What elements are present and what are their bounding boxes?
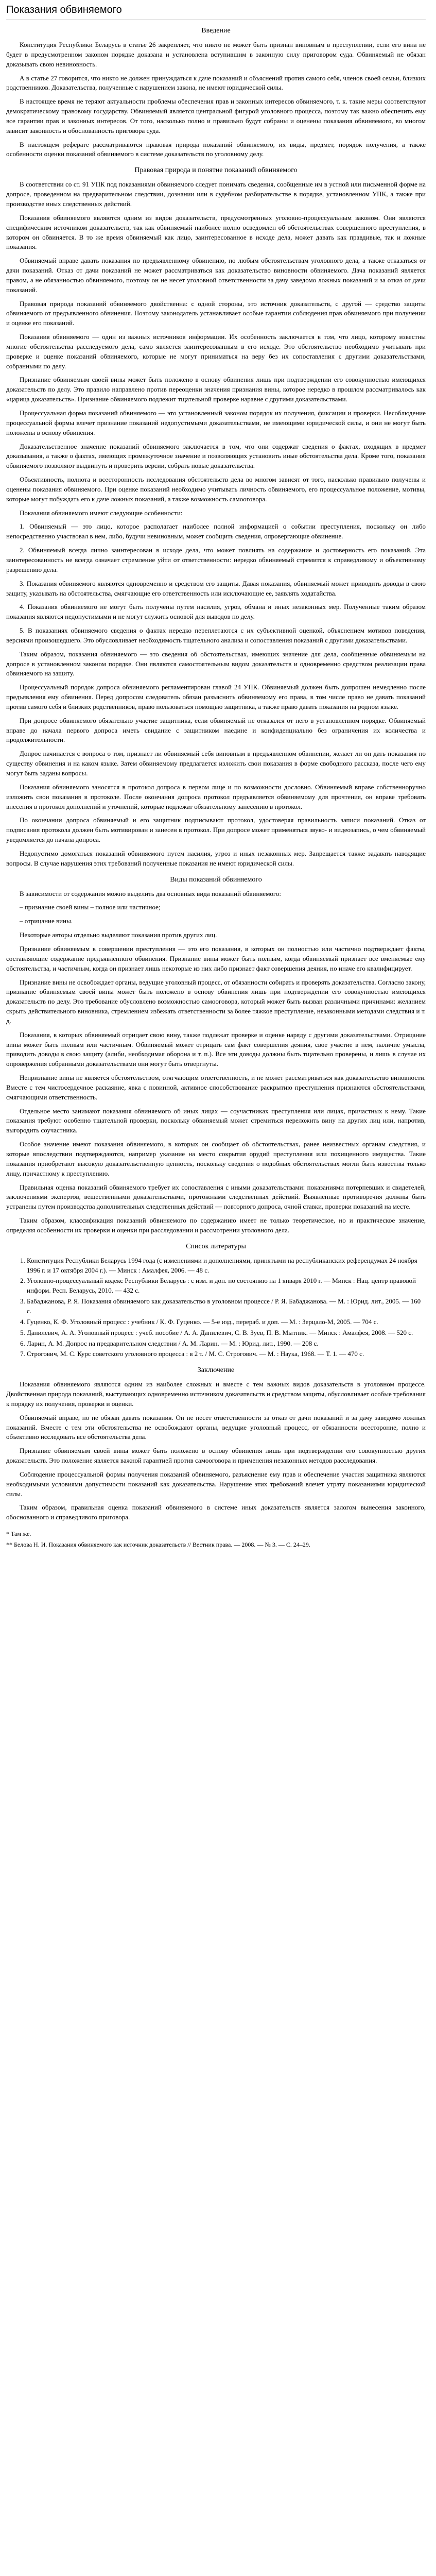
legal-nature-paragraph: Обвиняемый вправе давать показания по предъявленному обвинению, по любым обстоятельствам уголовного дела, а также отказаться от дачи показаний. Отказ от дачи показаний не может рассматриваться как доказательство виновности обвиняемого. Дача показаний является правом, а не обязанностью обвиняемого, поэтому он не несет уголовной ответственности за дачу заведомо ложных показаний и за отказ от дачи показаний.	[6, 257, 426, 294]
legal-nature-paragraph: Доказательственное значение показаний обвиняемого заключается в том, что они содержат сведения о фактах, входящих в предмет доказывания, а также о фактах, имеющих промежуточное значение и позволяющих установить иные обстоятельства дела. Кроме того, показания обвиняемого позволяют выдвинуть и проверить версии, собрать новые доказательства.	[6, 442, 426, 470]
legal-nature-paragraph: Процессуальная форма показаний обвиняемого — это установленный законом порядок их получения, фиксации и проверки. Несоблюдение процессуальной формы влечет признание показаний недопустимыми доказательствами, не имеющими юридической силы, и они не могут быть положены в основу обвинения.	[6, 409, 426, 436]
intro-heading: Введение	[201, 27, 231, 35]
reference-item: 6. Ларин, А. М. Допрос на предварительном следствии / А. М. Ларин. — М. : Юрид. лит., 1990. — 208 с.	[27, 1339, 426, 1349]
reference-item: 1. Конституция Республики Беларусь 1994 года (с изменениями и дополнениями, принятыми на республиканских референдумах 24 ноября 1996 г. и 17 октября 2004 г.). — Минск : Амалфея, 2006. — 48 с.	[27, 1256, 426, 1276]
intro-paragraph: В настоящее время не теряют актуальности проблемы обеспечения прав и законных интересов обвиняемого, т. к. такие меры соответствуют демократическому правовому государству. Обвиняемый является центральной фигурой уголовного процесса, поэтому так важно обеспечить ему все гарантии прав и законных интересов. От того, насколько полно и правильно будут собраны и оценены показания обвиняемого, во многом зависит законность и обоснованность приговора суда.	[6, 97, 426, 134]
conclusion-body	[6, 1380, 426, 1522]
conclusion-section	[6, 1366, 426, 1522]
footnote: ** Белова Н. И. Показания обвиняемого как источник доказательств // Вестник права. — 2008. — № 3. — С. 24–29.	[6, 1540, 310, 1548]
types-body	[6, 889, 426, 1235]
legal-nature-heading: Правовая природа и понятие показаний обвиняемого	[134, 166, 298, 175]
intro-paragraph: В настоящем реферате рассматриваются правовая природа показаний обвиняемого, их виды, предмет, порядок получения, а также особенности оценки показаний обвиняемого в системе доказательств по уголовному делу.	[6, 140, 426, 158]
legal-nature-paragraph: Правовая природа показаний обвиняемого двойственна: с одной стороны, это источник доказательств, с другой — средство защиты обвиняемого от предъявленного обвинения. Поэтому законодатель устанавливает особые гарантии соблюдения прав обвиняемого при получении и оценке его показаний.	[6, 299, 426, 327]
conclusion-paragraph: Признание обвиняемым своей вины может быть положено в основу обвинения лишь при подтверждении его совокупностью других доказательств. Это положение является важной гарантией против самооговора и применения незаконных методов расследования.	[6, 1447, 426, 1465]
conclusion-paragraph: Обвиняемый вправе, но не обязан давать показания. Он не несет ответственности за отказ от дачи показаний и за дачу заведомо ложных показаний. Вместе с тем эти обстоятельства не освобождают органы, ведущие уголовный процесс, от обязанности всесторонне, полно и объективно исследовать все обстоятельства дела.	[6, 1413, 426, 1441]
legal-nature-paragraph: Показания обвиняемого имеют следующие особенности:	[20, 509, 183, 517]
reference-item: 2. Уголовно-процессуальный кодекс Республики Беларусь : с изм. и доп. по состоянию на 1 января 2010 г. — Минск : Нац. центр правовой информ. Респ. Беларусь, 2010. — 432 с.	[27, 1276, 426, 1296]
types-paragraph: Признание вины не освобождает органы, ведущие уголовный процесс, от обязанности собирать и проверять доказательства. Согласно закону, признание обвиняемым своей вины может быть положено в основу обвинения лишь при подтверждении его совокупностью имеющихся доказательств по делу. Это требование обусловлено возможностью самооговора, который может быть вызван различными причинами: желанием скрыть действительного виновника, стремлением избежать ответственности за более тяжкое преступление, незаконными методами следствия и т. д.	[6, 978, 426, 1025]
types-paragraph: – признание своей вины – полное или частичное;	[20, 903, 161, 911]
types-section	[6, 876, 426, 1235]
types-paragraph: – отрицание вины.	[20, 917, 73, 925]
legal-nature-paragraph: Показания обвиняемого заносятся в протокол допроса в первом лице и по возможности дословно. Обвиняемый вправе собственноручно изложить свои показания в протоколе. После окончания допроса протокол предъявляется обвиняемому для прочтения, он вправе требовать внесения в протокол дополнений и уточнений, которые подлежат обязательному занесению в протокол.	[6, 783, 426, 810]
legal-nature-paragraph: В соответствии со ст. 91 УПК под показаниями обвиняемого следует понимать сведения, сообщенные им в устной или письменной форме на допросе, проведенном на предварительном следствии, дознании или в судебном разбирательстве в порядке, установленном УПК, а также при производстве иных следственных действий.	[6, 180, 426, 208]
types-paragraph: Признание обвиняемым в совершении преступления — это его показания, в которых он полностью или частично подтверждает факты, составляющие содержание предъявленного обвинения. Признание вины может быть полным, когда обвиняемый признает все вменяемые ему обстоятельства, и частичным, когда он признает лишь некоторые из них либо признает факт совершения деяния, но иначе его квалифицирует.	[6, 944, 426, 972]
legal-nature-paragraph: Объективность, полнота и всесторонность исследования обстоятельств дела во многом зависят от того, насколько правильно получены и оценены показания обвиняемого. При оценке показаний необходимо учитывать личность обвиняемого, его процессуальное положение, мотивы, которые могут побуждать его к даче ложных показаний, а также возможность самооговора.	[6, 476, 426, 503]
document-title: Показания обвиняемого	[6, 4, 426, 20]
conclusion-paragraph: Соблюдение процессуальной формы получения показаний обвиняемого, разъяснение ему прав и обеспечение участия защитника являются необходимыми условиями допустимости показаний как доказательства. Нарушение этих требований влечет утрату показаниями юридической силы.	[6, 1470, 426, 1498]
types-paragraph: Некоторые авторы отдельно выделяют показания против других лиц.	[20, 931, 217, 939]
types-paragraph: В зависимости от содержания можно выделить два основных вида показаний обвиняемого:	[20, 889, 282, 897]
legal-nature-paragraph: Процессуальный порядок допроса обвиняемого регламентирован главой 24 УПК. Обвиняемый должен быть допрошен немедленно после предъявления ему обвинения. Перед допросом следователь обязан разъяснить обвиняемому его права, в том числе право не давать показаний против самого себя и близких родственников, право пользоваться помощью защитника, а также право давать показания на родном языке.	[6, 683, 426, 710]
conclusion-paragraph: Показания обвиняемого являются одним из наиболее сложных и вместе с тем важных видов доказательств в уголовном процессе. Двойственная природа показаний, выступающих одновременно источником доказательств и средством защиты, обусловливает особые требования к порядку их получения, проверки и оценки.	[6, 1380, 426, 1408]
legal-nature-paragraph: 5. В показаниях обвиняемого сведения о фактах нередко переплетаются с их субъективной оценкой, объяснением мотивов поведения, версиями произошедшего. Это обусловливает необходимость тщательного анализа и сопоставления показаний с другими доказательствами.	[6, 626, 426, 644]
references-section	[6, 1243, 426, 1359]
reference-item: 3. Бабаджанова, Р. Я. Показания обвиняемого как доказательство в уголовном процессе / Р. Я. Бабаджанова. — М. : Юрид. лит., 2005. — 160 с.	[27, 1297, 426, 1316]
reference-item: 5. Данилевич, А. А. Уголовный процесс : учеб. пособие / А. А. Данилевич, С. В. Зуев, П. В. Мытник. — Минск : Амалфея, 2008. — 520 с.	[27, 1328, 426, 1338]
legal-nature-paragraph: Таким образом, показания обвиняемого — это сведения об обстоятельствах, имеющих значение для дела, сообщенные обвиняемым на допросе в установленном законом порядке. Они являются самостоятельным видом доказательств и одновременно средством реализации права обвиняемого на защиту.	[6, 650, 426, 677]
conclusion-paragraph: Таким образом, правильная оценка показаний обвиняемого в системе иных доказательств является залогом вынесения законного, обоснованного и справедливого приговора.	[6, 1503, 426, 1521]
types-paragraph: Показания, в которых обвиняемый отрицает свою вину, также подлежат проверке и оценке наряду с другими доказательствами. Отрицание вины может быть полным или частичным. Обвиняемый может отрицать сам факт совершения деяния, свое участие в нем, наличие умысла, приводить доводы в свою защиту (алиби, необходимая оборона и т. п.). Все эти доводы должны быть тщательно проверены, и лишь в случае их опровержения собранными доказательствами они могут быть отвергнуты.	[6, 1030, 426, 1068]
footnote: * Там же.	[6, 1530, 31, 1538]
reference-item: 7. Строгович, М. С. Курс советского уголовного процесса : в 2 т. / М. С. Строгович. — М. : Наука, 1968. — Т. 1. — 470 с.	[27, 1349, 426, 1359]
intro-body	[6, 40, 426, 159]
reference-item: 4. Гуценко, К. Ф. Уголовный процесс : учебник / К. Ф. Гуценко. — 5-е изд., перераб. и доп. — М. : Зерцало-М, 2005. — 704 с.	[27, 1317, 426, 1327]
intro-section	[6, 27, 426, 159]
legal-nature-paragraph: При допросе обвиняемого обязательно участие защитника, если обвиняемый не отказался от него в установленном порядке. Обвиняемый вправе до начала первого допроса иметь свидание с защитником наедине и конфиденциально без ограничения их количества и продолжительности.	[6, 716, 426, 744]
types-paragraph: Непризнание вины не является обстоятельством, отягчающим ответственность, и не может рассматриваться как доказательство виновности. Вместе с тем чистосердечное раскаяние, явка с повинной, активное способствование раскрытию преступления признаются обстоятельствами, смягчающими ответственность.	[6, 1074, 426, 1101]
legal-nature-paragraph: 1. Обвиняемый — это лицо, которое располагает наиболее полной информацией о событии преступления, поскольку он либо непосредственно участвовал в нем, либо, будучи невиновным, может сообщить сведения, опровергающие обвинение.	[6, 522, 426, 540]
legal-nature-section	[6, 166, 426, 868]
legal-nature-paragraph: Допрос начинается с вопроса о том, признает ли обвиняемый себя виновным в предъявленном обвинении, желает ли он дать показания по существу обвинения и на каком языке. Затем обвиняемому предлагается изложить свои показания в форме свободного рассказа, после чего ему могут быть заданы вопросы.	[6, 750, 426, 777]
legal-nature-paragraph: 4. Показания обвиняемого не могут быть получены путем насилия, угроз, обмана и иных незаконных мер. Полученные таким образом показания являются недопустимыми и не могут служить основой для выводов по делу.	[6, 603, 426, 621]
types-paragraph: Особое значение имеют показания обвиняемого, в которых он сообщает об обстоятельствах, ранее неизвестных органам следствия, и которые впоследствии подтверждаются, например указание на место сокрытия орудий преступления или похищенного имущества. Такие показания приобретают высокую доказательственную ценность, поскольку сведения о подобных обстоятельствах могли быть известны только лицу, причастному к преступлению.	[6, 1140, 426, 1177]
intro-paragraph: Конституция Республики Беларусь в статье 26 закрепляет, что никто не может быть признан виновным в преступлении, если его вина не будет в предусмотренном законом порядке доказана и установлена вступившим в законную силу приговором суда. Обвиняемый не обязан доказывать свою невиновность.	[6, 41, 426, 68]
intro-paragraph: А в статье 27 говорится, что никто не должен принуждаться к даче показаний и объяснений против самого себя, членов своей семьи, близких родственников. Доказательства, полученные с нарушением закона, не имеют юридической силы.	[6, 74, 426, 92]
references-heading: Список литературы	[186, 1242, 246, 1250]
conclusion-heading: Заключение	[197, 1366, 235, 1375]
legal-nature-paragraph: Показания обвиняемого являются одним из видов доказательств, предусмотренных уголовно-процессуальным законом. Они являются специфическим источником доказательств, так как обвиняемый наиболее полно осведомлен об обстоятельствах совершенного преступления, в котором он обвиняется. В то же время обвиняемый как лицо, заинтересованное в исходе дела, может давать как правдивые, так и ложные показания.	[6, 213, 426, 251]
legal-nature-paragraph: По окончании допроса обвиняемый и его защитник подписывают протокол, удостоверяя правильность записи показаний. Отказ от подписания протокола должен быть мотивирован и занесен в протокол. При допросе может применяться звуко- и видеозапись, о чем обвиняемый уведомляется до начала допроса.	[6, 816, 426, 844]
legal-nature-paragraph: Недопустимо домогаться показаний обвиняемого путем насилия, угроз и иных незаконных мер. Запрещается также задавать наводящие вопросы. В случае нарушения этих требований полученные показания не имеют юридической силы.	[6, 849, 426, 867]
legal-nature-body	[6, 180, 426, 868]
types-paragraph: Правильная оценка показаний обвиняемого требует их сопоставления с иными доказательствами: показаниями потерпевших и свидетелей, заключениями экспертов, вещественными доказательствами, протоколами следственных действий. Выявленные противоречия должны быть устранены путем производства дополнительных следственных действий — повторного допроса, очной ставки, проверки показаний на месте.	[6, 1183, 426, 1211]
types-heading: Виды показаний обвиняемого	[170, 875, 262, 884]
references-list	[6, 1256, 426, 1359]
legal-nature-paragraph: Показания обвиняемого — один из важных источников информации. Их особенность заключается в том, что лицо, которому известны многие обстоятельства расследуемого дела, само является заинтересованным в его исходе. Это обстоятельство необходимо учитывать при проверке и оценке показаний обвиняемого, которые не могут приниматься на веру без их сопоставления с другими доказательствами, собранными по делу.	[6, 333, 426, 370]
footnotes	[6, 1530, 426, 1549]
types-paragraph: Отдельное место занимают показания обвиняемого об иных лицах — соучастниках преступления или лицах, причастных к нему. Такие показания требуют особенно тщательной проверки, поскольку обвиняемый может стремиться переложить вину на других лиц или, напротив, выгородить соучастника.	[6, 1107, 426, 1134]
legal-nature-paragraph: 2. Обвиняемый всегда лично заинтересован в исходе дела, что может повлиять на содержание и достоверность его показаний. Эта заинтересованность не всегда означает стремление уйти от ответственности: нередко обвиняемый стремится к справедливому и объективному разрешению дела.	[6, 546, 426, 573]
types-paragraph: Таким образом, классификация показаний обвиняемого по содержанию имеет не только теоретическое, но и практическое значение, определяя особенности их проверки и оценки при расследовании и рассмотрении уголовного дела.	[6, 1216, 426, 1234]
legal-nature-paragraph: Признание обвиняемым своей вины может быть положено в основу обвинения лишь при подтверждении его совокупностью имеющихся доказательств по делу. Это правило направлено против переоценки значения признания вины, которое нередко в прошлом рассматривалось как «царица доказательств». Признание обвиняемого подлежит тщательной проверке наравне с другими доказательствами.	[6, 376, 426, 403]
legal-nature-paragraph: 3. Показания обвиняемого являются одновременно и средством его защиты. Давая показания, обвиняемый может приводить доводы в свою защиту, указывать на обстоятельства, смягчающие его ответственность или исключающие ее, заявлять ходатайства.	[6, 579, 426, 597]
